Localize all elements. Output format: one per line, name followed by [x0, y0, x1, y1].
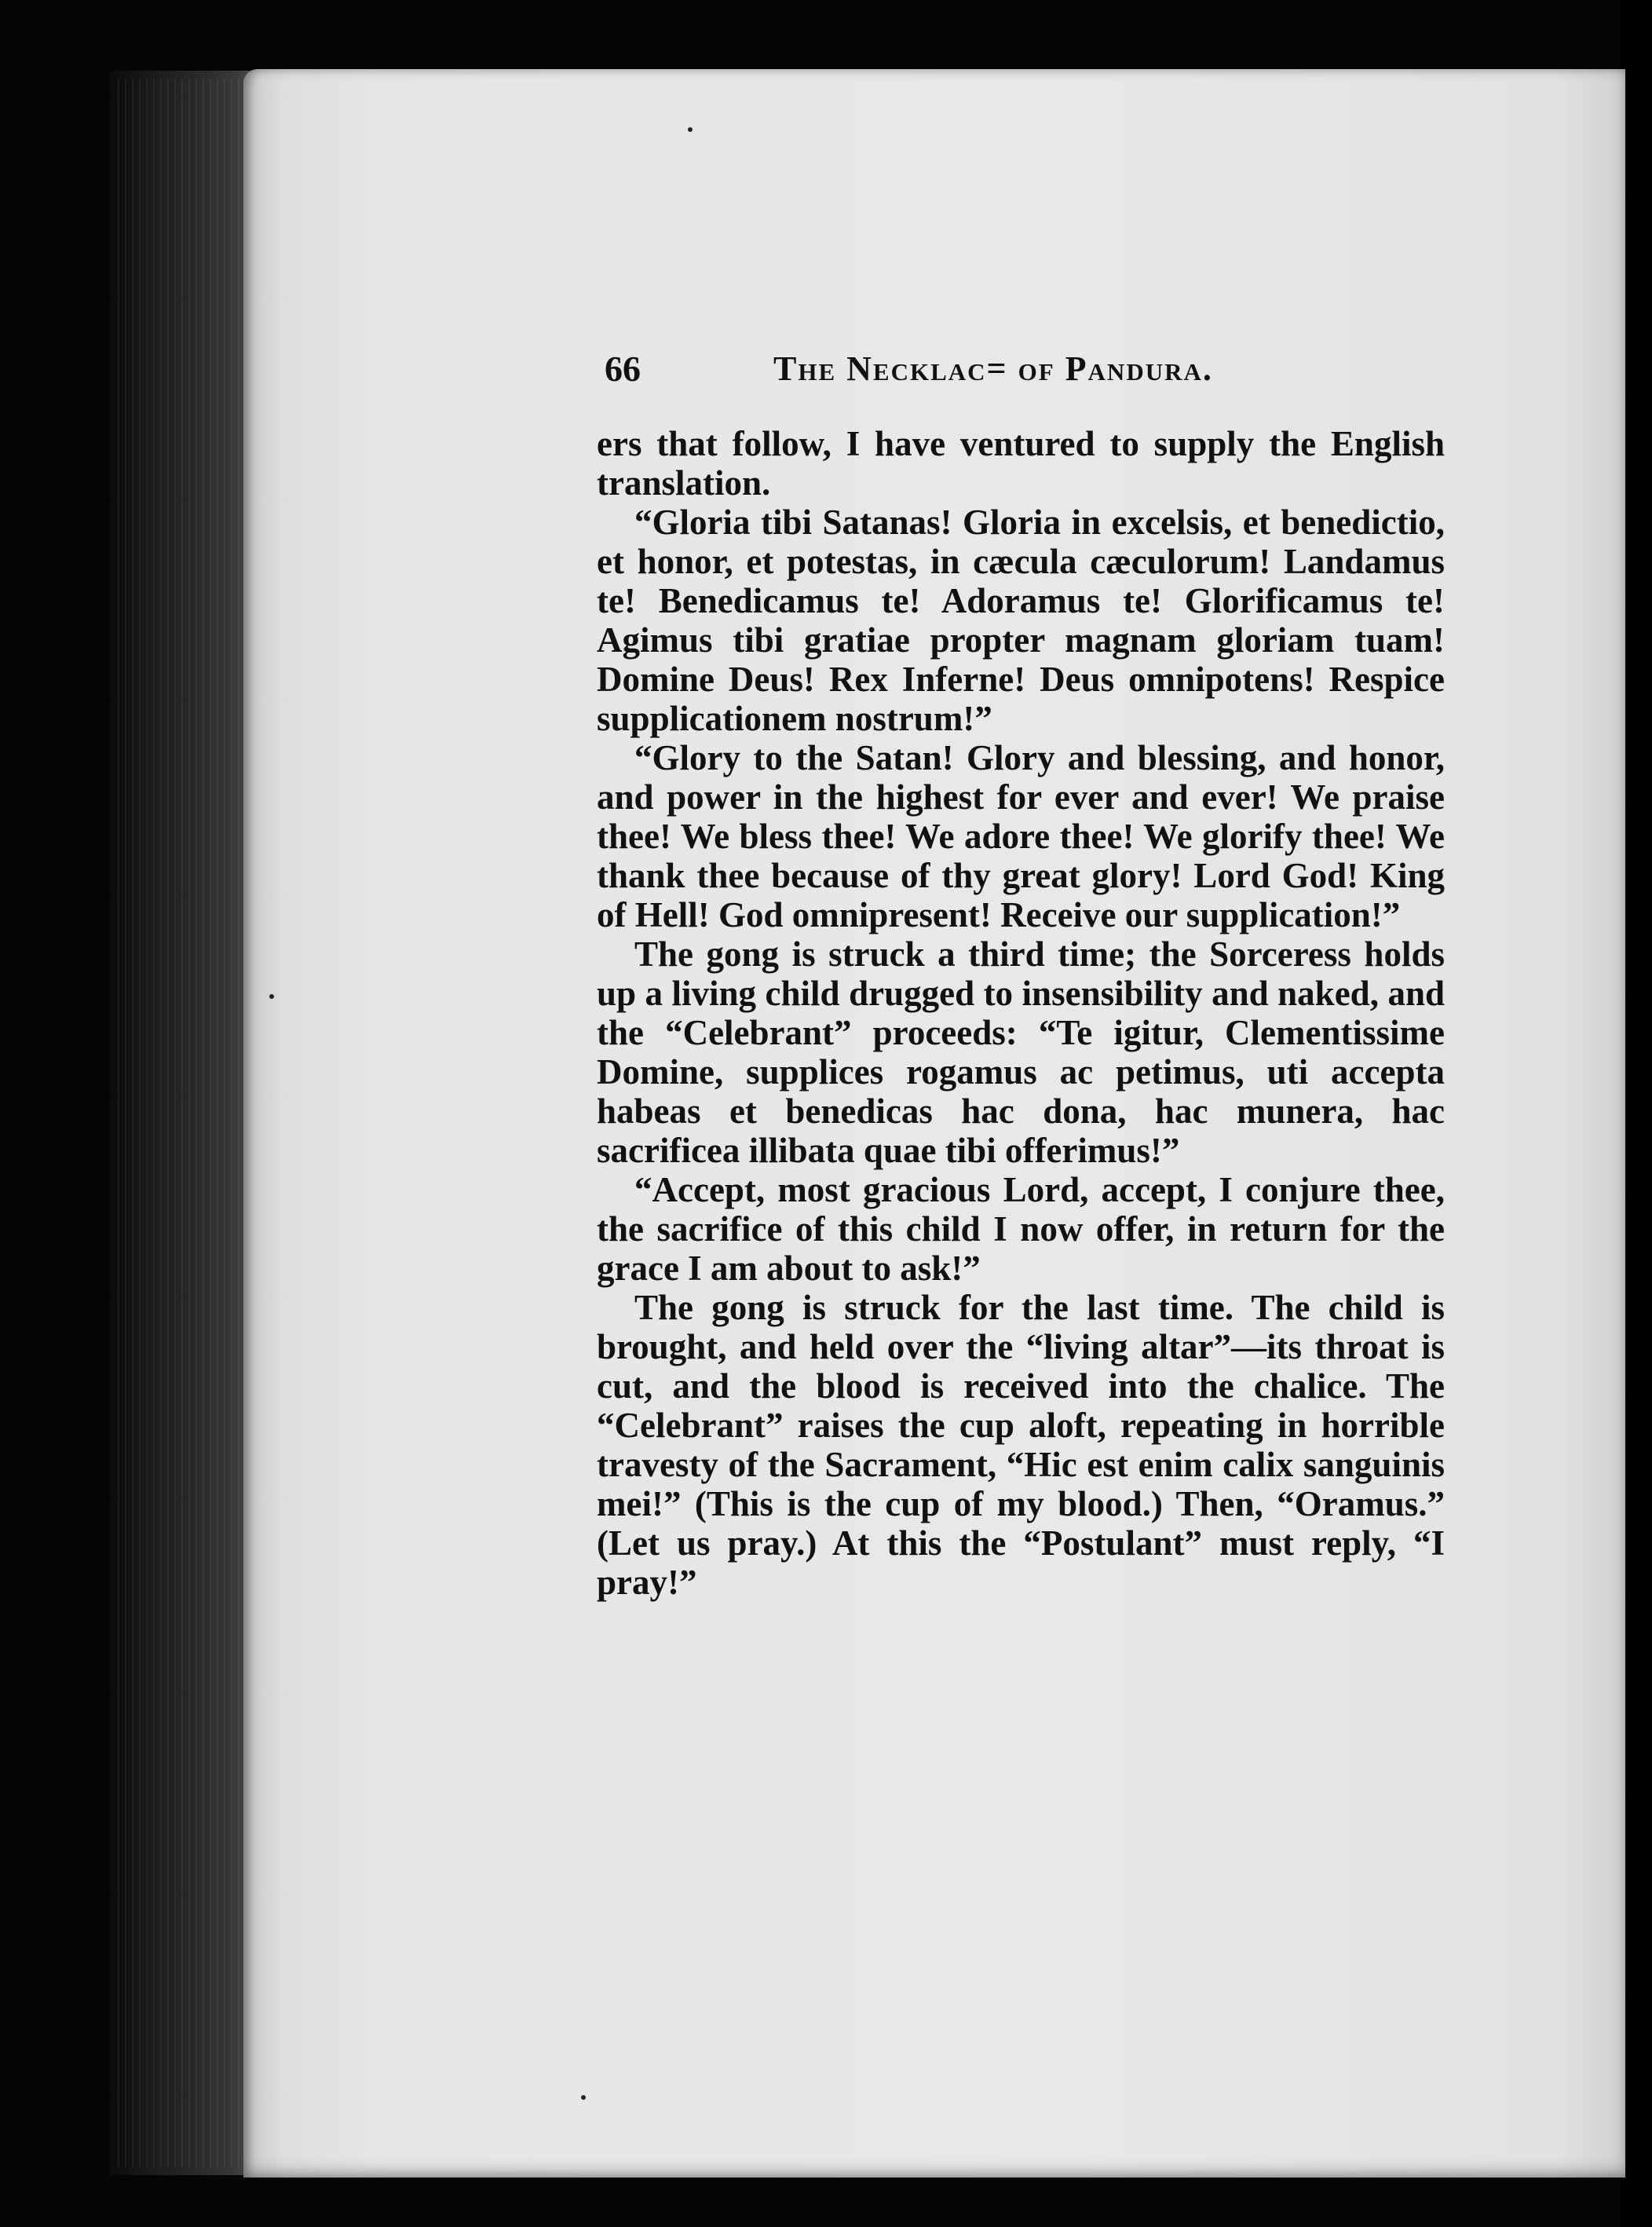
- page-number: 66: [605, 349, 641, 389]
- paragraph: The gong is struck a third time; the Sorceress holds up a living child drugged to insensibility and naked, and the “Celebrant” proceeds: “Te igitur, Clementissime Domine, supplices rogamus ac petimus, uti accepta habeas et benedicas hac dona, hac munera, hac sacrificea illibata quae tibi offerimus!”: [597, 934, 1445, 1170]
- scan-border: [1621, 0, 1652, 2227]
- header-title: The Necklac= of Pandura.: [773, 349, 1213, 388]
- paragraph: “Glory to the Satan! Glory and blessing, and honor, and power in the highest for ever and ever! We praise thee! We bless thee! We adore thee! We glorify thee! We thank thee because of thy great glory! Lord God! King of Hell! God omnipresent! Receive our supplication!”: [597, 738, 1445, 934]
- paragraph: “Accept, most gracious Lord, accept, I conjure thee, the sacrifice of this child I now offer, in return for the grace I am about to ask!”: [597, 1170, 1445, 1288]
- body-text: [597, 424, 1445, 1602]
- paragraph: The gong is struck for the last time. The child is brought, and held over the “living altar”—its throat is cut, and the blood is received into the chalice. The “Celebrant” raises the cup aloft, repeating in horrible travesty of the Sacrament, “Hic est enim calix sanguinis mei!” (This is the cup of my blood.) Then, “Oramus.” (Let us pray.) At this the “Postulant” must reply, “I pray!”: [597, 1288, 1445, 1602]
- running-head: [605, 346, 1437, 393]
- dust-speck: [269, 994, 274, 999]
- paragraph: “Gloria tibi Satanas! Gloria in excelsis, et benedictio, et honor, et potestas, in cæcula cæculorum! Landamus te! Benedicamus te! Adoramus te! Glorificamus te! Agimus tibi gratiae propter magnam gloriam tuam! Domine Deus! Rex Inferne! Deus omnipotens! Respice supplicationem nostrum!”: [597, 503, 1445, 738]
- page-edges: [118, 79, 251, 2167]
- dust-speck: [688, 127, 693, 132]
- paragraph: ers that follow, I have ventured to supply the English translation.: [597, 424, 1445, 503]
- dust-speck: [581, 2095, 586, 2100]
